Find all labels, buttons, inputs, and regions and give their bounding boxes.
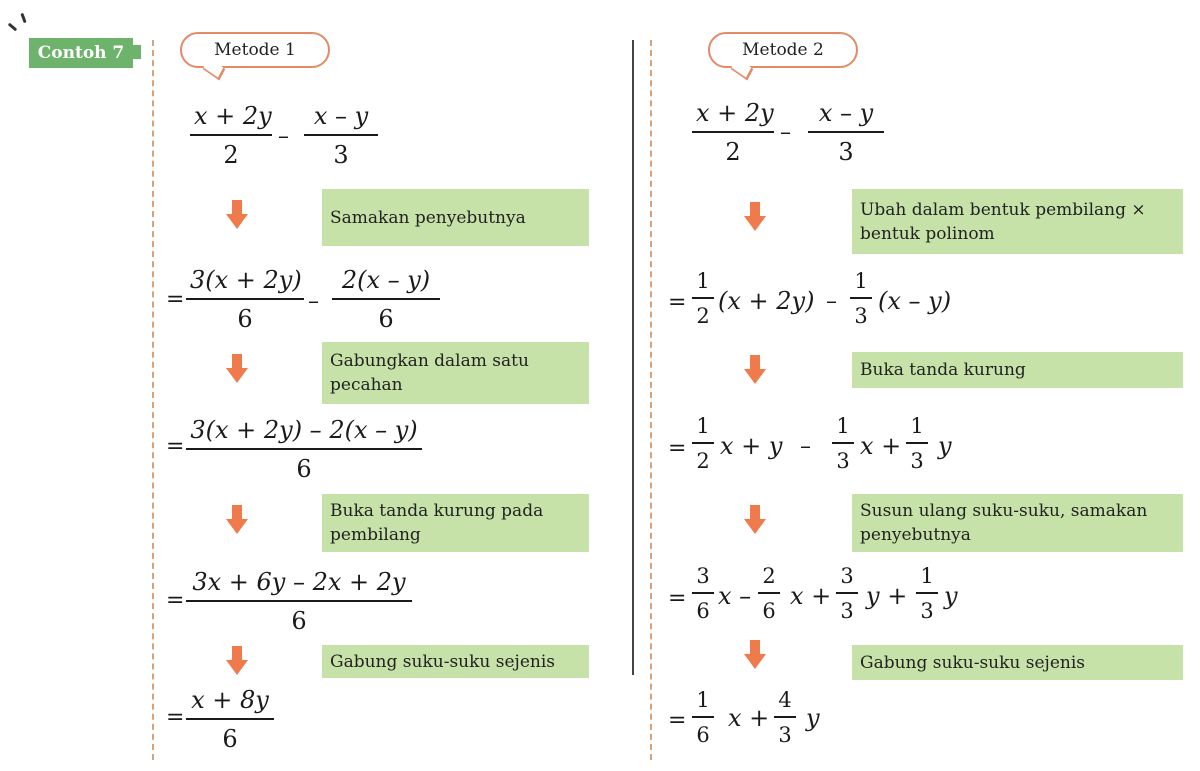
m2-note-2: Buka tanda kurung: [852, 352, 1183, 388]
m2-step1-term-2: (x – y): [878, 287, 952, 315]
example-badge: Contoh 7: [29, 38, 133, 68]
m1-down-arrow-icon: [228, 505, 246, 535]
m2-step3-term-1: x –: [718, 582, 752, 610]
m2-step4-frac-2: 4 3: [774, 688, 796, 747]
right-dashed-divider: [650, 40, 652, 760]
m2-step1-operator: –: [826, 289, 837, 314]
m1-step2-equals: =: [166, 434, 185, 459]
m1-note-2: Gabungkan dalam satu pecahan: [322, 342, 589, 404]
m2-step3-equals: =: [668, 586, 687, 611]
m1-down-arrow-icon: [228, 646, 246, 676]
m2-step2-operator: –: [800, 434, 811, 459]
m1-down-arrow-icon: [228, 200, 246, 230]
m1-note-1: Samakan penyebutnya: [322, 189, 589, 246]
m2-step3-frac-1: 3 6: [692, 564, 714, 623]
left-dashed-divider: [152, 40, 154, 760]
m2-down-arrow-icon: [746, 640, 764, 670]
m2-note-3: Susun ulang suku-suku, samakan penyebutnya: [852, 494, 1183, 552]
m2-step1-frac-1: 1 2: [692, 269, 714, 328]
m1-step1-fraction-a: 3(x + 2y) 6: [186, 266, 304, 333]
m2-step3-term-2: x +: [790, 582, 832, 610]
bubble-tail: [731, 58, 754, 81]
m1-expr0-fraction-b: x – y 3: [304, 102, 378, 169]
m1-note-4: Gabung suku-suku sejenis: [322, 645, 589, 678]
spark-mark-left: [8, 23, 18, 32]
m2-step3-frac-3: 3 3: [836, 564, 858, 623]
m1-step4-equals: =: [166, 705, 185, 730]
method2-title-bubble: [708, 32, 858, 68]
m2-note-1: Ubah dalam bentuk pembilang × bentuk polinom: [852, 189, 1183, 254]
method1-title: Metode 1: [214, 40, 296, 60]
m2-expr0-operator: –: [780, 120, 791, 145]
m2-expr0-fraction-b: x – y 3: [808, 99, 884, 166]
m1-step1-fraction-b: 2(x – y) 6: [332, 266, 440, 333]
m1-step3-equals: =: [166, 588, 185, 613]
m1-step4-fraction: x + 8y 6: [186, 686, 274, 753]
m2-down-arrow-icon: [746, 505, 764, 535]
m2-step2-term-1: x + y: [720, 432, 783, 460]
m2-step3-term-3: y +: [866, 582, 908, 610]
m2-step2-frac-2: 1 3: [832, 414, 854, 473]
m1-down-arrow-icon: [228, 354, 246, 384]
m2-down-arrow-icon: [746, 202, 764, 232]
m2-step4-term-2: y: [806, 704, 820, 732]
m2-step1-term-1: (x + 2y): [718, 287, 815, 315]
m2-step2-frac-1: 1 2: [692, 414, 714, 473]
m1-expr0-operator: –: [278, 124, 289, 149]
center-divider: [632, 40, 634, 675]
method2-title: Metode 2: [742, 40, 824, 60]
m2-step2-term-2: x +: [860, 432, 902, 460]
m1-note-3: Buka tanda kurung pada pembilang: [322, 494, 589, 552]
m2-step3-frac-4: 1 3: [916, 564, 938, 623]
m2-step4-frac-1: 1 6: [692, 688, 714, 747]
m1-step1-equals: =: [166, 287, 185, 312]
m2-down-arrow-icon: [746, 355, 764, 385]
bubble-tail: [203, 58, 226, 81]
m1-step1-operator: –: [308, 289, 319, 314]
spark-mark-right: [20, 13, 26, 23]
m2-step2-term-3: y: [938, 432, 952, 460]
method1-title-bubble: [180, 32, 330, 68]
m2-step4-term-1: x +: [728, 704, 770, 732]
m2-step4-equals: =: [668, 708, 687, 733]
m1-expr0-fraction-a: x + 2y 2: [190, 102, 272, 169]
m2-step1-frac-2: 1 3: [850, 269, 872, 328]
badge-tab: [133, 45, 141, 59]
m2-expr0-fraction-a: x + 2y 2: [692, 99, 774, 166]
m2-note-4: Gabung suku-suku sejenis: [852, 645, 1183, 680]
m2-step2-equals: =: [668, 436, 687, 461]
m2-step1-equals: =: [668, 290, 687, 315]
m1-step3-fraction: 3x + 6y – 2x + 2y 6: [186, 568, 412, 635]
m2-step3-frac-2: 2 6: [758, 564, 780, 623]
m2-step3-term-4: y: [944, 582, 958, 610]
m2-step2-frac-3: 1 3: [906, 414, 928, 473]
m1-step2-fraction: 3(x + 2y) – 2(x – y) 6: [186, 416, 422, 483]
